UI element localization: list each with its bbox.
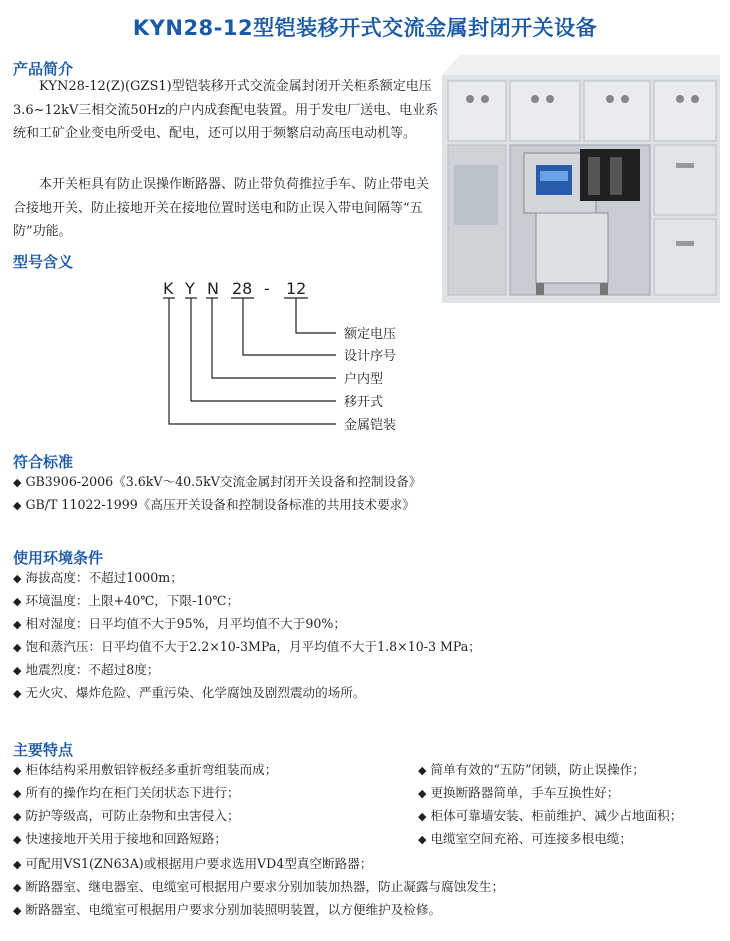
standards-list: [13, 471, 421, 517]
list-item: ◆ 环境温度：上限+40℃，下限-10℃；: [13, 593, 240, 608]
list-item: ◆ 饱和蒸汽压：日平均值不大于2.2×10-3MPa，月平均值不大于1.8×10-3 MPa；: [13, 639, 481, 654]
intro-paragraph-2: 本开关柜具有防止误操作断路器、防止带负荷推拉手车、防止带电关合接地开关、防止接地开关在接地位置时送电和防止误入带电间隔等“五防”功能。: [13, 177, 430, 239]
features-full-list: [13, 853, 504, 922]
list-item: ◆ 无火灾、爆炸危险、严重污染、化学腐蚀及剧烈震动的场所。: [13, 685, 366, 700]
model-code-char: K: [163, 279, 174, 298]
model-code-char: 28: [232, 279, 253, 298]
model-label: 户内型: [344, 372, 384, 387]
features-right-list: [418, 759, 682, 851]
model-label: 设计序号: [344, 349, 397, 364]
standards-heading: 符合标准: [13, 453, 74, 471]
list-item: ◆ 相对湿度：日平均值不大于95%，月平均值不大于90%；: [13, 616, 346, 631]
list-item: ◆ 所有的操作均在柜门关闭状态下进行；: [13, 785, 240, 800]
list-item: ◆ 可配用VS1(ZN63A)或根据用户要求选用VD4型真空断路器；: [13, 856, 373, 871]
list-item: ◆ 快速接地开关用于接地和回路短路；: [13, 831, 227, 846]
intro-heading: 产品简介: [13, 60, 74, 78]
list-item: ◆ 防护等级高，可防止杂物和虫害侵入；: [13, 808, 240, 823]
list-item: ◆ GB/T 11022-1999《高压开关设备和控制设备标准的共用技术要求》: [13, 497, 415, 512]
switchgear-cabinet-photo: [440, 53, 720, 308]
model-label: 额定电压: [344, 327, 397, 342]
list-item: ◆ 地震烈度：不超过8度；: [13, 662, 160, 677]
model-label: 金属铠装: [344, 418, 397, 433]
list-item: ◆ 简单有效的“五防”闭锁，防止误操作；: [418, 762, 645, 777]
list-item: ◆ GB3906-2006《3.6kV～40.5kV交流金属封闭开关设备和控制设备》: [13, 474, 422, 489]
environment-list: [13, 567, 481, 705]
model-code-char: 12: [286, 279, 307, 298]
page-title: KYN28-12型铠装移开式交流金属封闭开关设备: [132, 16, 598, 40]
features-heading: 主要特点: [13, 741, 74, 759]
list-item: ◆ 电缆室空间充裕、可连接多根电缆；: [418, 831, 632, 846]
list-item: ◆ 断路器室、继电器室、电缆室可根据用户要求分别加装加热器，防止凝露与腐蚀发生；: [13, 879, 505, 894]
list-item: ◆ 海拔高度：不超过1000m；: [13, 570, 183, 585]
features-left-list: [13, 759, 277, 851]
model-heading: 型号含义: [13, 253, 74, 271]
model-code-char: -: [264, 279, 270, 298]
model-code-char: Y: [185, 279, 195, 298]
list-item: ◆ 更换断路器简单，手车互换性好；: [418, 785, 620, 800]
model-code-char: N: [207, 279, 219, 298]
environment-heading: 使用环境条件: [13, 549, 104, 567]
model-label: 移开式: [344, 395, 384, 410]
list-item: ◆ 柜体结构采用敷铝锌板经多重折弯组装而成；: [13, 762, 278, 777]
intro-paragraph-1: KYN28-12(Z)(GZS1)型铠装移开式交流金属封闭开关柜系额定电压3.6~12kV三相交流50Hz的户内成套配电装置。用于发电厂送电、电业系统和工矿企业变电所受电、配电，还可以用于频繁启动高压电动机等。: [13, 79, 439, 141]
list-item: ◆ 断路器室、电缆室可根据用户要求分别加装照明装置，以方便维护及检修。: [13, 902, 442, 917]
list-item: ◆ 柜体可靠墙安装、柜前维护、减少占地面积；: [418, 808, 683, 823]
